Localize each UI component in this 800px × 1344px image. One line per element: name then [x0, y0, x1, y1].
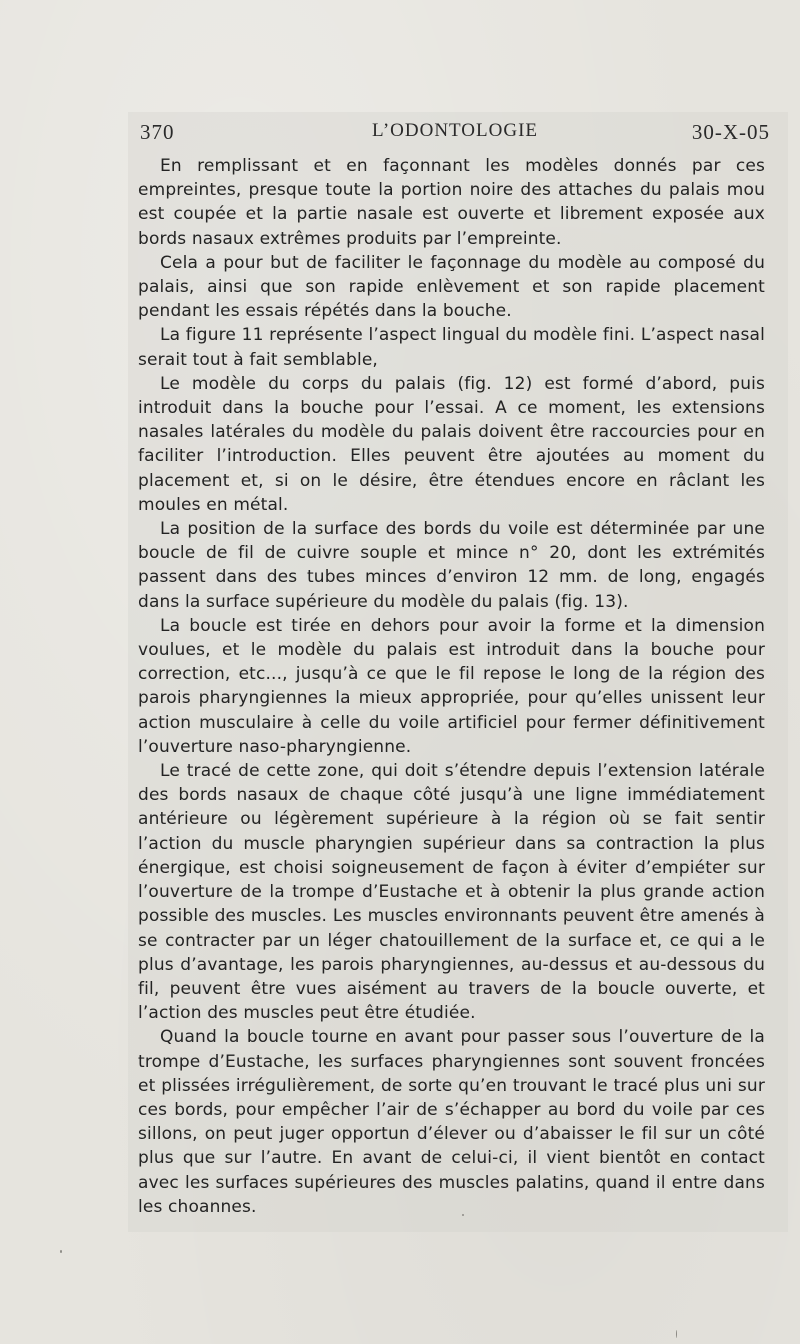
paragraph: Le tracé de cette zone, qui doit s’étendre depuis l’extension latérale des bords nasaux de chaque côté jusqu’à une ligne immédiatement antérieure ou légèrement supérieure à la région où se fait sentir l’action du muscle pharyngien supérieur dans sa contraction la plus énergique, est choisi soigneusement de façon à éviter d’empiéter sur l’ouverture de la trompe d’Eustache et à obtenir la plus grande action possible des muscles. Les muscles environnants peuvent être amenés à se contracter par un léger chatouillement de la surface et, ce qui a le plus d’avantage, les parois pharyngiennes, au-dessus et au-dessous du fil, peuvent être vues aisément au travers de la boucle ouverte, et l’action des muscles peut être étudiée.: [138, 761, 765, 1024]
paragraph: En remplissant et en façonnant les modèles donnés par ces empreintes, presque toute la portion noire des attaches du palais mou est coupée et la partie nasale est ouverte et librement exposée aux bords nasaux extrêmes produits par l’empreinte.: [138, 156, 765, 249]
running-title: L’ODONTOLOGIE: [371, 120, 539, 141]
issue-date: 30-X-05: [691, 120, 770, 144]
paper-speck: [676, 1330, 677, 1338]
paragraph: Quand la boucle tourne en avant pour passer sous l’ouverture de la trompe d’Eustache, les surfaces pharyngiennes sont souvent froncées et plissées irrégulièrement, de sorte qu’en trouvant le tracé plus uni sur ces bords, pour empêcher l’air de s’échapper au bord du voile par ces sillons, on peut juger opportun d’élever ou d’abaisser le fil sur un côté plus que sur l’autre. En avant de celui-ci, il vient bientôt en contact avec les surfaces supérieures des muscles palatins, quand il entre dans les choannes.: [138, 1027, 765, 1217]
paragraph: La boucle est tirée en dehors pour avoir la forme et la dimension voulues, et le modèle du palais est introduit dans la bouche pour correction, etc..., jusqu’à ce que le fil repose le long de la région des parois pharyngiennes la mieux appropriée, pour qu’elles unissent leur action musculaire à celle du voile artificiel pour fermer définitivement l’ouverture naso-pharyngienne.: [138, 615, 765, 757]
running-header: [140, 120, 770, 148]
paper-speck: [462, 1214, 464, 1216]
paragraph: La figure 11 représente l’aspect lingual du modèle fini. L’aspect nasal serait tout à fait semblable,: [138, 325, 765, 370]
paper-speck: [60, 1250, 62, 1253]
paragraph: La position de la surface des bords du voile est déterminée par une boucle de fil de cuivre souple et mince n° 20, dont les extrémités passent dans des tubes minces d’environ 12 mm. de long, engagés dans la surface supérieure du modèle du palais (fig. 13).: [138, 519, 765, 612]
page-number: 370: [140, 120, 175, 144]
article-body: [138, 154, 765, 1219]
paragraph: Cela a pour but de faciliter le façonnage du modèle au composé du palais, ainsi que son rapide enlèvement et son rapide placement pendant les essais répétés dans la bouche.: [138, 252, 765, 322]
paragraph: Le modèle du corps du palais (fig. 12) est formé d’abord, puis introduit dans la bouche pour l’essai. A ce moment, les extensions nasales latérales du modèle du palais doivent être raccourcies pour en faciliter l’introduction. Elles peuvent être ajoutées au moment du placement et, si on le désire, être étendues encore en râclant les moules en métal.: [138, 373, 765, 515]
